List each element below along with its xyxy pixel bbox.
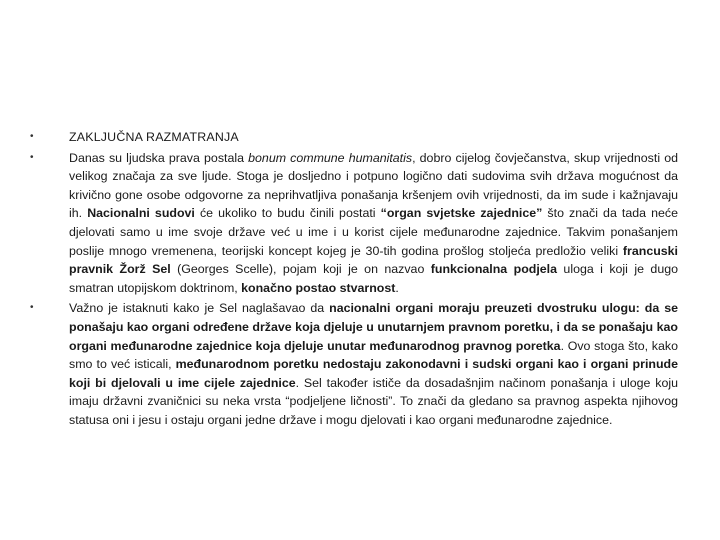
paragraph-text: Danas su ljudska prava postala: [69, 150, 249, 165]
bullet-item-heading: [30, 128, 678, 147]
paragraph-text: će ukoliko to budu činili postati: [194, 206, 381, 221]
emphasis-text: međunarodnom poretku nedostaju zakonodavni i sudski organi kao i organi prinude koji bi djelovali u ime cijele zajednice: [69, 357, 678, 390]
emphasis-text: francuski pravnik Žorž Sel: [69, 243, 678, 277]
emphasis-text: Nacionalni sudovi: [87, 206, 195, 221]
paragraph-text: , dobro cijelog čovječanstva, skup vrijednosti od velikog značaja za sve ljude. Stoga je dosljedno i potpuno logično dati sudovima svih država mogućnost da krivično gone osobe odgovorne za neprihvatljiva ponašanja kršenjem ovih vrijednosti, da im sude i kažnjavaju ih.: [69, 150, 678, 221]
bullet-item-paragraph-2: [30, 299, 678, 429]
paragraph-text: Važno je istaknuti kako je Sel naglašavao da: [69, 301, 330, 316]
emphasis-text: “organ svjetske zajednice”: [380, 206, 543, 221]
section-heading: ZAKLJUČNA RAZMATRANJA: [69, 130, 239, 144]
paragraph-text: .: [395, 280, 399, 295]
paragraph-text: uloga i koji je dugo smatran utopijskom doktrinom,: [69, 262, 678, 295]
paragraph-text: . Ovo stoga što, kako smo to već isticali,: [69, 338, 678, 372]
bullet-icon: •: [30, 131, 34, 142]
bullet-icon: •: [30, 302, 34, 314]
paragraph-text: (Georges Scelle), pojam koji je on nazvao: [170, 262, 431, 277]
paragraph-text: što znači da tada neće djelovati samo u ime svoje države već u ime i u korist cijele međunarodne zajednice. Takvim ponašanjem poslije mnogo vremenena, teorijski koncept kojeg je 30-tih godina prošlog stoljeća predložio veliki: [69, 206, 679, 258]
paragraph-text: . Sel također ističe da dosadašnjim načinom ponašanja i uloge koju imaju državni zvaničnici su neka vrsta “podjeljene ličnosti”. To znači da gledano sa pravnog aspekta njihovog statusa oni i jesu i ostaju organi jedne države i mogu djelovati i kao organi međunarodne zajednice.: [69, 375, 678, 427]
bullet-item-paragraph-1: [30, 149, 678, 298]
bullet-list: [30, 128, 678, 432]
latin-phrase: bonum commune humanitatis: [248, 150, 413, 165]
emphasis-text: konačno postao stvarnost: [241, 280, 396, 295]
emphasis-text: funkcionalna podjela: [430, 262, 557, 277]
bullet-icon: •: [30, 151, 34, 163]
emphasis-text: nacionalni organi moraju preuzeti dvostruku ulogu: da se ponašaju kao organi određene države koja djeluje u unutarnjem pravnom poretku, i da se ponašaju kao organi međunarodne zajednice koja djeluje unutar međunarodnog pravnog poretka: [69, 301, 678, 353]
